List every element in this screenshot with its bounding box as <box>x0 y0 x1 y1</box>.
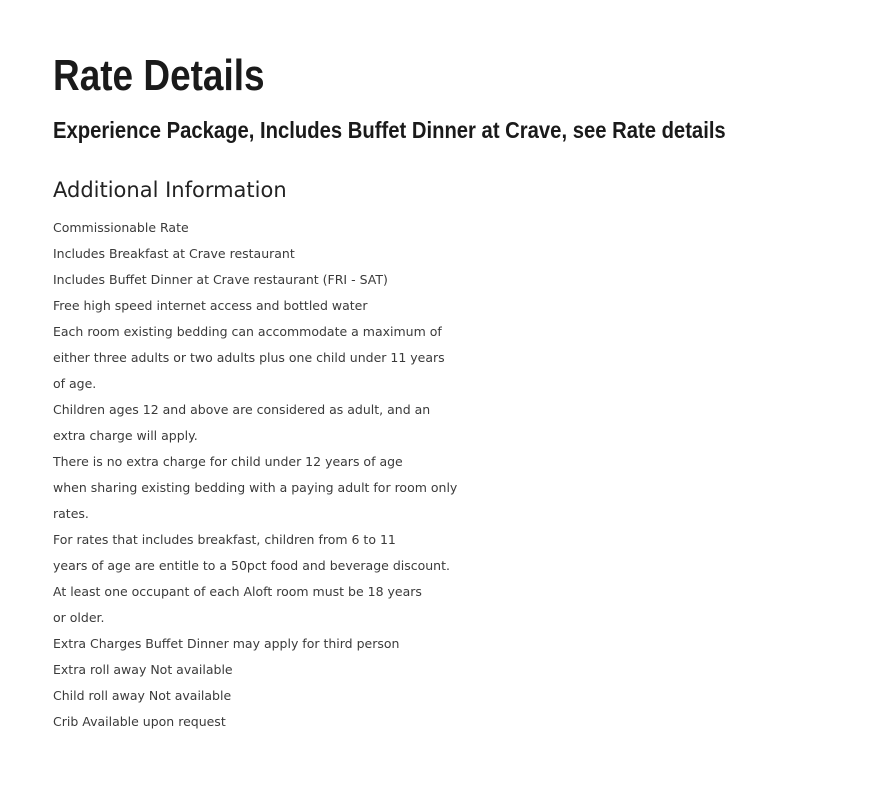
additional-information-heading: Additional Information <box>53 178 287 202</box>
info-line: or older. <box>53 610 105 625</box>
info-line: Commissionable Rate <box>53 220 189 235</box>
info-line: Extra Charges Buffet Dinner may apply for third person <box>53 636 400 651</box>
info-line: Each room existing bedding can accommodate a maximum of <box>53 324 442 339</box>
info-line: Free high speed internet access and bottled water <box>53 298 368 313</box>
info-line: of age. <box>53 376 97 391</box>
info-line: Crib Available upon request <box>53 714 226 729</box>
info-line: rates. <box>53 506 89 521</box>
info-line: Includes Breakfast at Crave restaurant <box>53 246 295 261</box>
info-line: At least one occupant of each Aloft room must be 18 years <box>53 584 422 599</box>
info-line: extra charge will apply. <box>53 428 198 443</box>
rate-name: Experience Package, Includes Buffet Dinner at Crave, see Rate details <box>53 117 726 143</box>
info-line: years of age are entitle to a 50pct food and beverage discount. <box>53 558 450 573</box>
info-line: There is no extra charge for child under 12 years of age <box>53 454 403 469</box>
info-line: when sharing existing bedding with a paying adult for room only <box>53 480 458 495</box>
info-line: Extra roll away Not available <box>53 662 233 677</box>
page-title: Rate Details <box>53 51 265 100</box>
additional-information-list <box>53 215 457 735</box>
info-line: Children ages 12 and above are considered as adult, and an <box>53 402 431 417</box>
info-line: either three adults or two adults plus one child under 11 years <box>53 350 445 365</box>
info-line: For rates that includes breakfast, children from 6 to 11 <box>53 532 396 547</box>
info-line: Child roll away Not available <box>53 688 232 703</box>
info-line: Includes Buffet Dinner at Crave restaurant (FRI - SAT) <box>53 272 388 287</box>
